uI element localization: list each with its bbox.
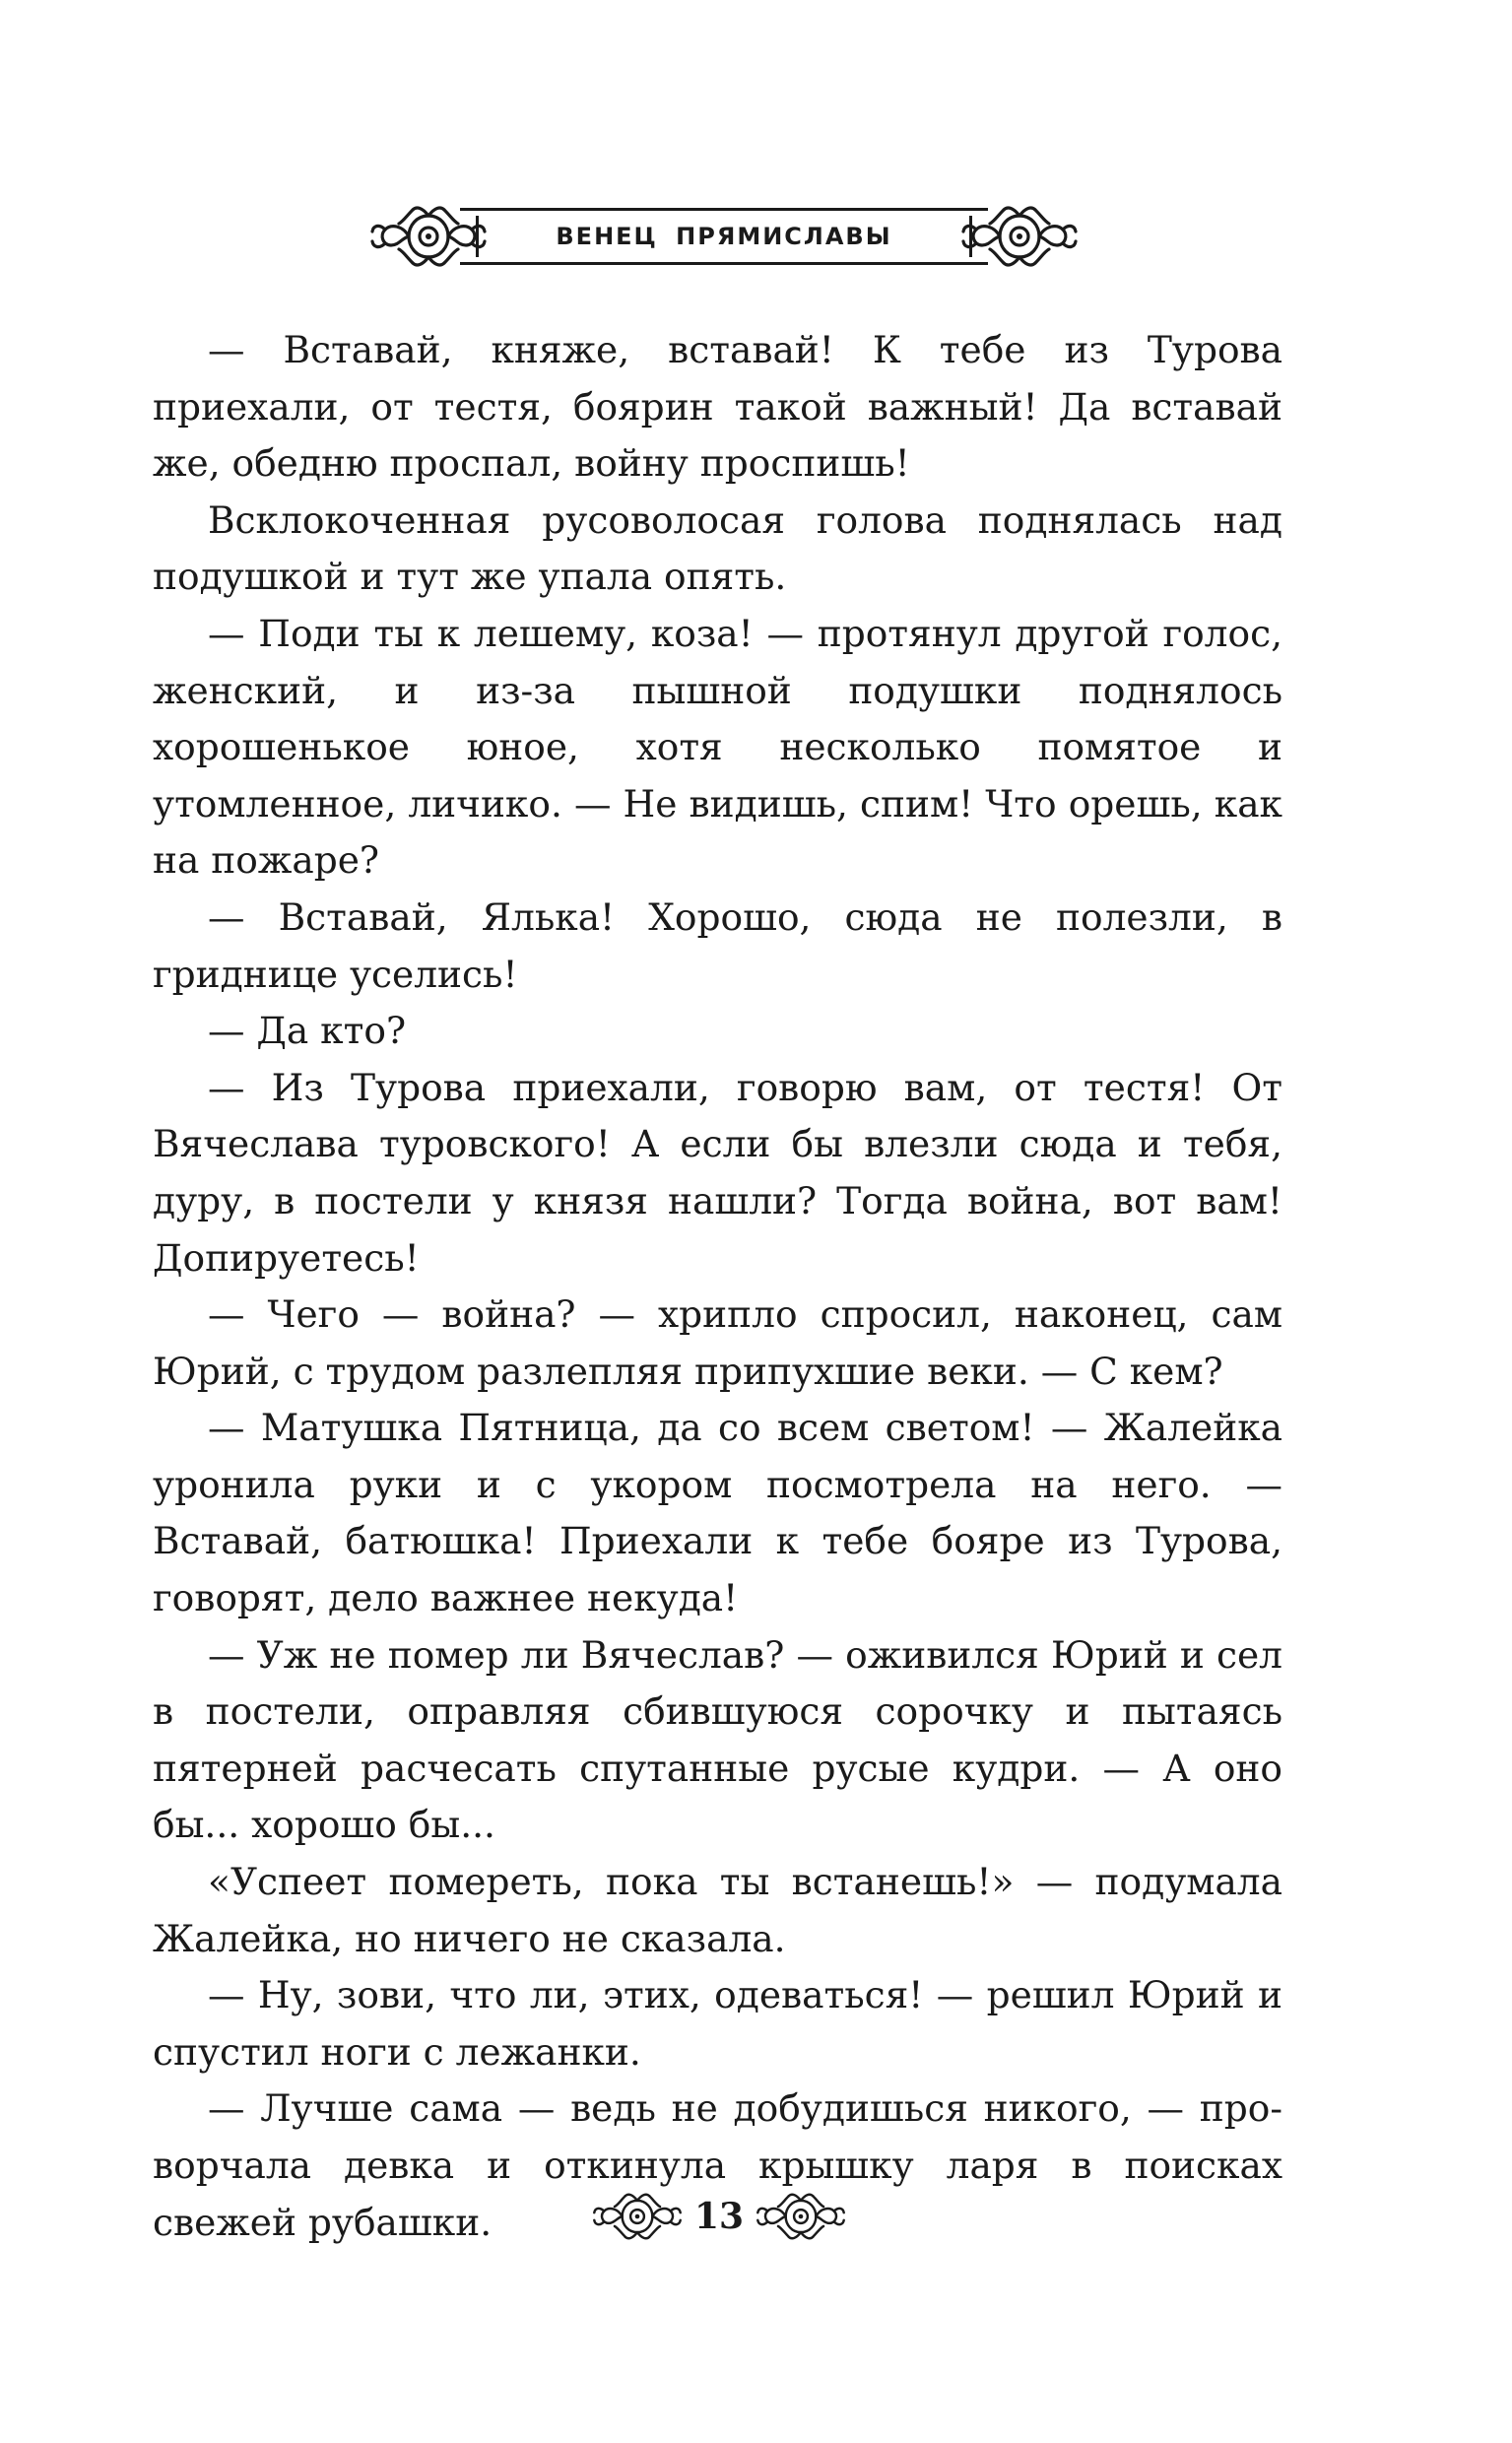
paragraph: — Чего — война? — хрипло спросил, наконец, сам Юрий, с трудом разлепляя припухшие веки. — С кем? [153, 1292, 1282, 1393]
paragraph: — Ну, зови, что ли, этих, одеваться! — решил Юрий и спустил ноги с лежанки. [153, 1973, 1282, 2074]
paragraph: «Успеет помереть, пока ты встанешь!» — подумала Жалейка, но ничего не сказала. [153, 1860, 1282, 1960]
header-frame [460, 208, 988, 265]
paragraph: — Из Турова приехали, говорю вам, от тестя! От Вячеслава туровского! А если бы влезли сюда и тебя, дуру, в постели у князя нашли? Тогда война, вот вам! Допируетесь! [153, 1065, 1282, 1280]
book-title: ВЕНЕЦ ПРЯМИСЛАВЫ [556, 223, 892, 250]
running-header [369, 202, 1079, 271]
page-number: 13 [693, 2196, 745, 2237]
paragraph: — Лучше сама — ведь не добудишься никого, — проворчала девка и откинула крышку ларя в поисках свежей рубашки. [153, 2086, 1282, 2244]
paragraph: — Вставай, Ялька! Хорошо, сюда не полезли, в гриднице уселись! [153, 894, 1282, 996]
knot-ornament-icon [592, 2189, 683, 2244]
paragraph: — Матушка Пятница, да со всем светом! — Жалейка уронила руки и с укором посмотрела на него. — Вставай, батюшка! Приехали к тебе бояре из Турова, говорят, дело важнее некуда! [153, 1406, 1282, 1620]
knot-ornament-icon [960, 202, 1079, 271]
body-text [153, 322, 1282, 2251]
paragraph: — Уж не помер ли Вячеслав? — оживился Юрий и сел в постели, оправляя сбившуюся сорочку и пытаясь пятерней расчесать спутанные русые кудри. — А оно бы... хорошо бы... [153, 1632, 1282, 1847]
paragraph: — Вставай, княже, вставай! К тебе из Турова приехали, от тестя, боярин такой важный! Да вставай же, обедню проспал, войну проспишь! [153, 328, 1282, 486]
paragraph: — Да кто? [208, 1009, 407, 1053]
page-footer [591, 2187, 847, 2246]
paragraph: — Поди ты к лешему, коза! — протянул другой голос, женский, и из-за пышной подушки поднялось хорошенькое юное, хотя несколько помятое и утомленное, личико. — Не видишь, спим! Что орешь, как на пожаре? [153, 611, 1282, 883]
paragraph: Всклокоченная русоволосая голова поднялась над подушкой и тут же упала опять. [153, 497, 1282, 599]
knot-ornament-icon [756, 2189, 846, 2244]
